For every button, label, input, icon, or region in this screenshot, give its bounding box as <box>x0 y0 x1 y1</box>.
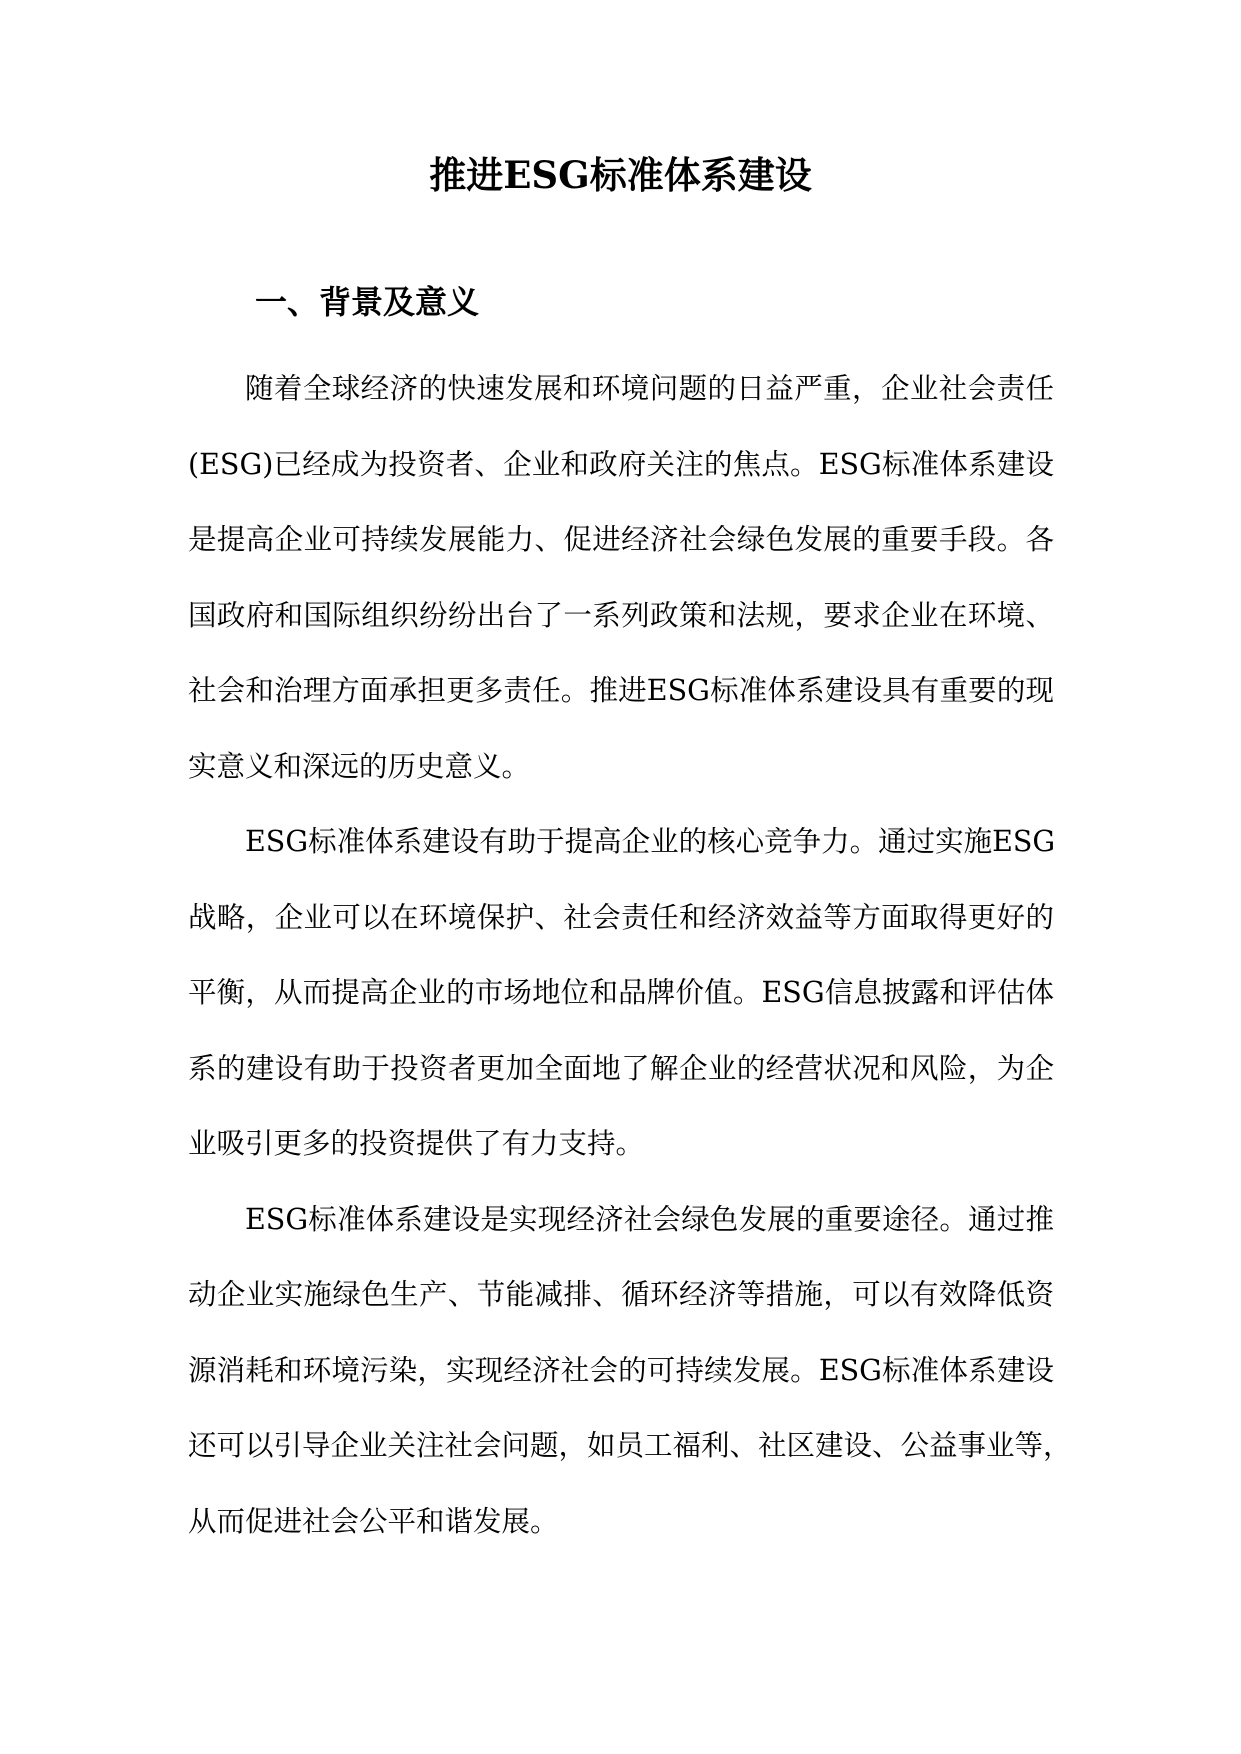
text-line: ESG标准体系建设有助于提高企业的核心竞争力。通过实施ESG <box>245 825 1056 858</box>
text-line: ESG标准体系建设是实现经济社会绿色发展的重要途径。通过推 <box>245 1202 1054 1236</box>
text-line: 从而促进社会公平和谐发展。 <box>188 1504 559 1538</box>
section-heading: 一、背景及意义 <box>255 283 480 321</box>
paragraph-green-development <box>188 1182 1072 1560</box>
text-line: 系的建设有助于投资者更加全面地了解企业的经营状况和风险，为企 <box>188 1051 1054 1085</box>
text-line: 实意义和深远的历史意义。 <box>188 749 531 783</box>
text-line: 国政府和国际组织纷纷出台了一系列政策和法规，要求企业在环境、 <box>188 598 1054 632</box>
paragraph-background <box>188 351 1054 804</box>
text-line: 还可以引导企业关注社会问题，如员工福利、社区建设、公益事业等， <box>188 1429 1072 1462</box>
text-line: 动企业实施绿色生产、节能减排、循环经济等措施，可以有效降低资 <box>188 1278 1054 1311</box>
text-line: 战略，企业可以在环境保护、社会责任和经济效益等方面取得更好的 <box>188 900 1054 934</box>
text-line: 业吸引更多的投资提供了有力支持。 <box>188 1127 645 1160</box>
paragraph-competitiveness <box>188 804 1054 1182</box>
text-line: 源消耗和环境污染，实现经济社会的可持续发展。ESG标准体系建设 <box>188 1353 1054 1387</box>
text-line: 是提高企业可持续发展能力、促进经济社会绿色发展的重要手段。各 <box>188 523 1054 556</box>
document-body <box>188 351 1072 1559</box>
text-line: (ESG)已经成为投资者、企业和政府关注的焦点。ESG标准体系建设 <box>188 447 1054 481</box>
document-title: 推进ESG标准体系建设 <box>429 153 812 197</box>
text-line: 随着全球经济的快速发展和环境问题的日益严重，企业社会责任 <box>245 372 1054 405</box>
text-line: 平衡，从而提高企业的市场地位和品牌价值。ESG信息披露和评估体 <box>188 976 1054 1009</box>
text-line: 社会和治理方面承担更多责任。推进ESG标准体系建设具有重要的现 <box>188 674 1054 707</box>
